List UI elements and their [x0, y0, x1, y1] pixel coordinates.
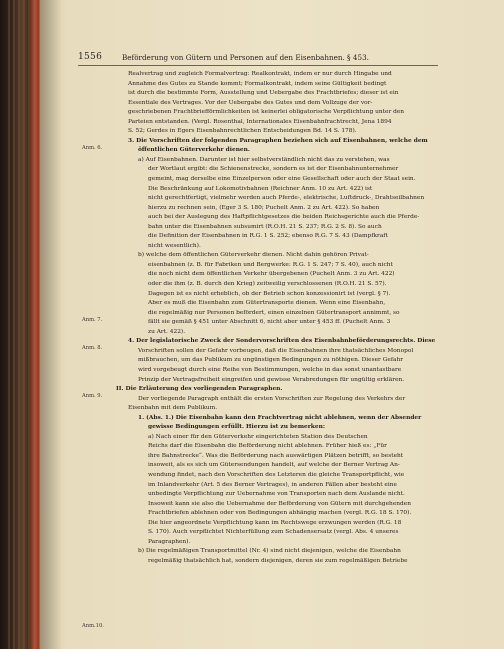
text-line: eisenbahnen (z. B. für Fabriken und Bergwerke: R.G. 1 S. 247; 7 S. 40), auch nicht [148, 261, 393, 268]
text-line: unbedingte Verpflichtung zur Uebernahme von Transporten nach dem Auslande nicht. [148, 491, 405, 498]
text-line: nicht gerechtfertigt, vielmehr werden auch Pferde-, elektrische, Luftdruck-, Drahtseilbahnen [148, 195, 425, 202]
text-line: Realvertrag und zugleich Formalvertrag: Realkontrakt, indem er nur durch Hingabe und [128, 71, 392, 77]
text-line: mißbrauchen, um das Publikum zu ungünstigen Bedingungen zu nöthigen. Dieser Gefahr [138, 357, 404, 364]
text-line: auch bei der Auslegung des Haftpflichtgesetzes die beiden Reichsgerichte auch die Pferde- [148, 214, 420, 221]
text-line: Annahme des Gutes zu Stande kommt; Formalkontrakt, indem seine Gültigkeit bedingt [128, 80, 387, 87]
text-line: Parteien entstanden. (Vergl. Rosenthal, Internationales Eisenbahnfrachtrecht, Jena 1894 [128, 118, 392, 125]
text-line: Essentiale des Vertrages. Vor der Uebergabe des Gutes und dem Vollzuge der vor- [128, 99, 373, 106]
section-heading: gewisse Bedingungen erfüllt. Hierzu ist zu bemerken: [148, 424, 325, 431]
text-line: Aber es muß die Eisenbahn zum Gütertransporte dienen. Wenn eine Eisenbahn, [148, 300, 386, 307]
text-line: Dagegen ist es nicht erheblich, ob der Betrieb schon konzessionirt ist (vergl. § 7). [148, 290, 391, 297]
text-line: Vorschriften sollen der Gefahr vorbeugen, daß die Eisenbahnen ihre thatsächliches Monopol [138, 347, 414, 354]
text-line: Insoweit kann sie also die Uebernahme der Beförderung von Gütern mit durchgehenden [148, 500, 412, 507]
margin-note: Anm. 8. [82, 345, 103, 351]
chapter-heading: II. Die Erläuterung des vorliegenden Paragraphen. [116, 386, 283, 393]
text-line: gemeint, mag derselbe eine Einzelperson oder eine Gesellschaft oder auch der Staat sein. [148, 176, 416, 183]
text-line: oder die ihm (z. B. durch den Krieg) zeitweilig verschlossenen (R.O.H. 21 S. 57). [148, 281, 387, 288]
text-line: die regelmäßig nur Personen befördert, einen einzelnen Gütertransport annimmt, so [148, 309, 400, 316]
text-line: wendung findet, nach den Vorschriften des Letzteren die gleiche Transportpflicht, wie [148, 471, 405, 478]
text-line: Eisenbahn mit dem Publikum. [128, 405, 218, 412]
body-text [116, 70, 446, 566]
text-line: insoweit, als es sich um Gütersendungen handelt, auf welche der Berner Vertrag An- [148, 462, 400, 469]
section-heading: 3. Die Vorschriften der folgenden Paragraphen beziehen sich auf Eisenbahnen, welche dem [128, 137, 428, 144]
margin-note: Anm.10. [82, 623, 104, 629]
text-line: Die Beschränkung auf Lokomotivbahnen (Reichner Anm. 10 zu Art. 422) ist [148, 185, 373, 192]
text-line: der Wortlaut ergibt: die Schienenstrecke, sondern es ist der Eisenbahnunternehmer [148, 166, 399, 173]
running-title: Beförderung von Gütern und Personen auf den Eisenbahnen. § 453. [122, 53, 369, 62]
margin-note: Anm. 6. [82, 145, 103, 151]
text-line: b) welche dem öffentlichen Güterverkehr dienen. Nicht dahin gehören Privat- [138, 252, 369, 259]
margin-note: Anm. 7. [82, 317, 103, 323]
text-line: Die hier angeordnete Verpflichtung kann im Rechtswege erzwungen werden (R.G. 18 [148, 519, 402, 526]
text-line: ist durch die bestimmte Form, Ausstellung und Uebergabe des Frachtbriefes; dieser ist ein [128, 90, 399, 97]
text-line: bahn unter die Eisenbahnen subsumirt (R.O.H. 21 S. 237; R.G. 2 S. 8). So auch [148, 223, 382, 230]
section-heading: 1. (Abs. 1.) Die Eisenbahn kann den Frachtvertrag nicht ablehnen, wenn der Absender [138, 414, 422, 421]
text-line: geschriebenen Frachtbriefförmlichkeiten ist keinerlei obligatorische Verpflichtung unter den [128, 109, 405, 116]
page-number: 1556 [78, 52, 103, 62]
text-line: Der vorliegende Paragraph enthält die ersten Vorschriften zur Regelung des Verkehrs der [138, 395, 406, 402]
text-line: zu Art. 422). [148, 328, 186, 335]
text-line: S. 52; Gerdes in Egers Eisenbahnrechtlichen Entscheidungen Bd. 14 S. 178). [128, 128, 357, 135]
text-line: wird vorgebeugt durch eine Reihe von Bestimmungen, welche in das sonst unantastbare [138, 366, 402, 373]
text-line: die Definition der Eisenbahnen in R.G. 1 S. 252; ebenso R.G. 7 S. 43 (Dampfkraft [148, 233, 388, 240]
text-line: a) Auf Eisenbahnen. Darunter ist hier selbstverständlich nicht das zu verstehen, was [138, 156, 390, 163]
text-line: fällt sie gemäß § 451 unter Abschnitt 6, nicht aber unter § 453 ff. (Puchelt Anm. 3 [148, 319, 391, 326]
text-line: im Inlandverkehr (Art. 5 des Berner Vertrages), in anderen Fällen aber besteht eine [148, 481, 397, 488]
text-line: ihre Bahnstrecke“. Was die Beförderung nach auswärtigen Plätzen betrifft, so besteht [148, 452, 404, 459]
running-head [78, 52, 438, 64]
text-line: regelmäßig thatsächlich hat, sondern diejenigen, deren sie zum regelmäßigen Betriebe [148, 557, 408, 564]
text-line: Prinzip der Vertragsfreiheit eingreifen und gewisse Verabredungen für ungültig erklären. [138, 376, 405, 383]
gutter-shadow [40, 0, 62, 649]
text-line: nicht wesentlich). [148, 242, 201, 249]
text-line: Paragraphen). [148, 538, 191, 545]
text-line: S. 170). Auch verpflichtet Nichterfüllung zum Schadensersatz (vergl. Abs. 4 unseres [148, 529, 399, 536]
text-line: die noch nicht dem öffentlichen Verkehr übergebenen (Puchelt Anm. 3 zu Art. 422) [148, 271, 395, 278]
section-heading: 4. Der legislatorische Zweck der Sondervorschriften des Eisenbahnbeförderungsrechts. Diese [128, 338, 436, 345]
header-rule [78, 65, 438, 66]
margin-note: Anm. 9. [82, 393, 103, 399]
text-line: Frachtbriefen ablehnen oder von Bedingungen abhängig machen (vergl. R.G. 18 S. 170). [148, 510, 412, 517]
text-line: b) Die regelmäßigen Transportmittel (Nr. 4) sind nicht diejenigen, welche die Eisenbahn [138, 548, 401, 555]
text-line: Reichs darf die Eisenbahn die Beförderung nicht ablehnen. Früher hieß es: „Für [148, 443, 387, 450]
text-line: a) Nach einer für den Güterverkehr eingerichteten Station des Deutschen [148, 433, 368, 440]
text-line: hierzu zu rechnen sein, (Eger 3 S. 180; Puchelt Anm. 2 zu Art. 422). So haben [148, 204, 380, 211]
section-heading: öffentlichen Güterverkehr dienen. [138, 147, 250, 154]
